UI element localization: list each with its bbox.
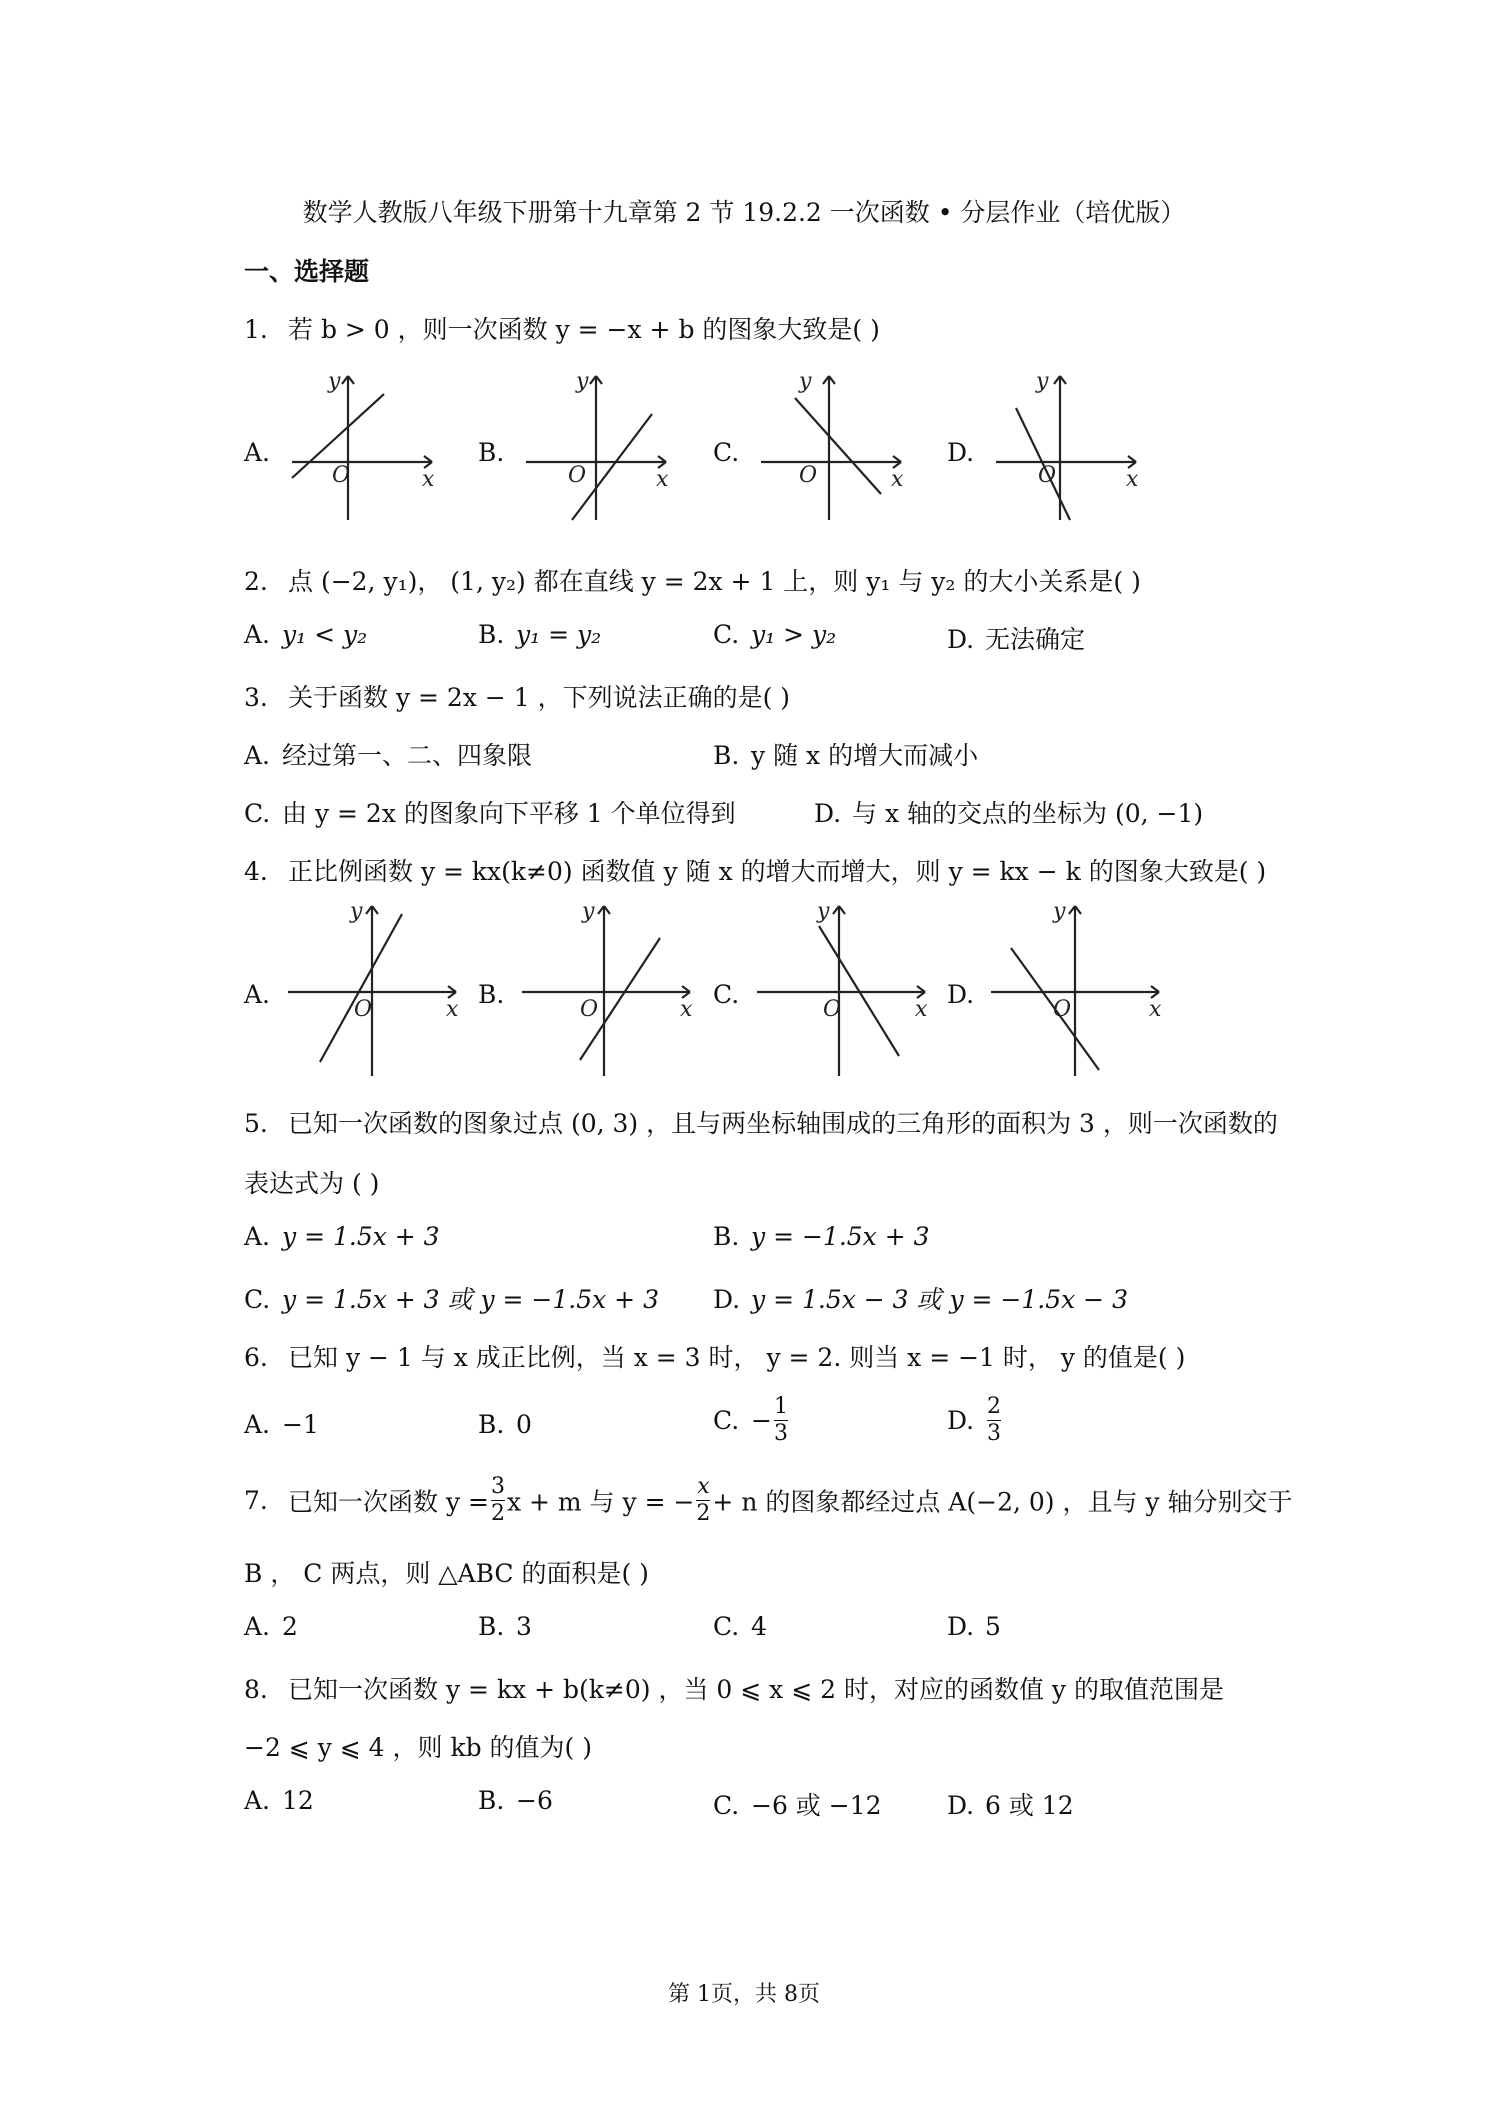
question-number: 3. <box>244 683 268 712</box>
q2-option-c <box>713 620 836 649</box>
numerator: 1 <box>773 1394 788 1419</box>
axis-y-label: y <box>799 370 812 394</box>
question-8-cont: −2 ⩽ y ⩽ 4 ，则 kb 的值为( ) <box>244 1733 593 1762</box>
q8-option-c <box>713 1786 882 1822</box>
option-label: D. <box>947 1406 975 1435</box>
option-label: D. <box>713 1285 741 1314</box>
q1-graph-c <box>751 370 911 534</box>
q3-option-b <box>713 736 978 772</box>
question-7-cont: B ， C 两点，则 △ABC 的面积是( ) <box>244 1559 649 1588</box>
option-label: B. <box>478 1410 505 1439</box>
q1-label-b: B. <box>478 438 505 467</box>
option-text: y₁ > y₂ <box>751 620 837 649</box>
page-footer: 第 1页，共 8页 <box>668 1982 820 2007</box>
option-label: A. <box>244 741 271 770</box>
origin-label: O <box>332 463 351 488</box>
question-text: 已知一次函数 y = <box>288 1487 489 1517</box>
question-text: 若 b > 0 ，则一次函数 y = −x + b 的图象大致是( ) <box>288 315 880 344</box>
axis-y-label: y <box>1053 900 1066 924</box>
question-2 <box>244 562 1141 598</box>
option-text: y₁ = y₂ <box>516 620 602 649</box>
axis-x-label: x <box>446 997 459 1022</box>
option-text: 0 <box>516 1410 532 1439</box>
question-number: 8. <box>244 1675 268 1704</box>
option-label: A. <box>244 620 271 649</box>
q1-graph-a <box>282 370 442 534</box>
question-5-cont: 表达式为 ( ) <box>244 1169 380 1198</box>
page-title: 数学人教版八年级下册第十九章第 2 节 19.2.2 一次函数 • 分层作业（培优版） <box>302 198 1186 227</box>
q4-graph-d <box>987 900 1167 1084</box>
option-text: 2 <box>282 1612 298 1641</box>
q5-option-c <box>244 1280 659 1316</box>
origin-label: O <box>354 997 373 1022</box>
option-label: C. <box>713 1406 740 1435</box>
minus-sign: − <box>751 1406 772 1435</box>
fraction <box>774 1394 788 1447</box>
q5-option-d <box>713 1280 1128 1316</box>
q7-option-b <box>478 1612 532 1641</box>
option-label: D. <box>814 799 842 828</box>
axis-x-label: x <box>1126 467 1139 492</box>
question-number: 5. <box>244 1109 268 1138</box>
option-label: A. <box>244 1612 271 1641</box>
q1-label-a: A. <box>244 438 271 467</box>
question-number: 1. <box>244 315 268 344</box>
axis-x-label: x <box>915 997 928 1022</box>
q4-graph-a <box>284 900 464 1084</box>
q3-option-c <box>244 794 736 830</box>
question-6 <box>244 1338 1185 1374</box>
axis-x-label: x <box>1149 997 1162 1022</box>
axis-y-label: y <box>576 370 589 394</box>
option-label: D. <box>947 1612 975 1641</box>
option-text: −6 或 −12 <box>751 1791 882 1820</box>
option-label: C. <box>713 1791 740 1820</box>
fraction <box>987 1394 1001 1447</box>
q6-option-d <box>947 1394 1003 1447</box>
option-label: A. <box>244 1222 271 1251</box>
q4-label-d: D. <box>947 980 975 1009</box>
q4-graph-b <box>518 900 698 1084</box>
option-label: A. <box>244 1410 271 1439</box>
question-1 <box>244 310 880 346</box>
option-text: 无法确定 <box>985 625 1086 654</box>
option-text: y = 1.5x + 3 <box>282 1222 440 1251</box>
axis-x-label: x <box>656 467 669 492</box>
axis-y-label: y <box>582 900 595 924</box>
q8-option-b <box>478 1786 553 1815</box>
q4-label-b: B. <box>478 980 505 1009</box>
denominator: 2 <box>490 1501 505 1526</box>
option-text: y₁ < y₂ <box>282 620 368 649</box>
question-4 <box>244 852 1266 888</box>
q1-graph-b <box>516 370 676 534</box>
option-text: −1 <box>282 1410 319 1439</box>
section-heading: 一、选择题 <box>244 257 370 286</box>
option-text: 与 x 轴的交点的坐标为 (0, −1) <box>852 799 1204 828</box>
option-text: −6 <box>516 1786 553 1815</box>
question-text: 已知一次函数的图象过点 (0, 3) ，且与两坐标轴围成的三角形的面积为 3 ，则一次函数的 <box>288 1109 1278 1138</box>
q4-graph-c <box>753 900 933 1084</box>
axis-x-label: x <box>422 467 435 492</box>
question-number: 2. <box>244 567 268 596</box>
q4-label-c: C. <box>713 980 740 1009</box>
q7-option-c <box>713 1612 767 1641</box>
q6-option-c <box>713 1394 790 1447</box>
option-label: B. <box>478 1786 505 1815</box>
question-8 <box>244 1670 1224 1706</box>
option-label: C. <box>713 620 740 649</box>
option-text: y = −1.5x + 3 <box>751 1222 930 1251</box>
option-label: B. <box>478 1612 505 1641</box>
axis-y-label: y <box>328 370 341 394</box>
q7-option-a <box>244 1612 298 1641</box>
q6-option-b <box>478 1410 532 1439</box>
q8-option-d <box>947 1786 1074 1822</box>
axis-y-label: y <box>817 900 830 924</box>
q4-label-a: A. <box>244 980 271 1009</box>
q6-option-a <box>244 1410 319 1439</box>
origin-label: O <box>1053 997 1072 1022</box>
axis-x-label: x <box>891 467 904 492</box>
fraction <box>491 1474 505 1527</box>
denominator: 3 <box>987 1421 1001 1446</box>
question-text: 已知一次函数 y = kx + b(k≠0) ，当 0 ⩽ x ⩽ 2 时，对应的函数值 y 的取值范围是 <box>288 1675 1224 1704</box>
q1-label-c: C. <box>713 438 740 467</box>
q7-option-d <box>947 1612 1001 1641</box>
option-text: 12 <box>282 1786 314 1815</box>
axis-y-label: y <box>350 900 363 924</box>
origin-label: O <box>1038 463 1057 488</box>
q5-option-a <box>244 1222 440 1251</box>
question-number: 7. <box>244 1486 268 1515</box>
option-label: D. <box>947 1791 975 1820</box>
question-7 <box>244 1474 1293 1527</box>
q2-option-d <box>947 620 1085 656</box>
option-label: C. <box>244 1285 271 1314</box>
option-text: y = 1.5x + 3 或 y = −1.5x + 3 <box>282 1285 659 1314</box>
option-label: B. <box>713 1222 740 1251</box>
numerator: 2 <box>987 1394 1001 1419</box>
question-text: x + m 与 y = − <box>506 1487 695 1517</box>
question-5 <box>244 1104 1278 1140</box>
question-text: 关于函数 y = 2x − 1 ，下列说法正确的是( ) <box>288 683 791 712</box>
axis-x-label: x <box>680 997 693 1022</box>
denominator: 3 <box>773 1421 788 1446</box>
question-3 <box>244 678 790 714</box>
origin-label: O <box>580 997 599 1022</box>
option-label: C. <box>713 1612 740 1641</box>
option-text: 经过第一、二、四象限 <box>282 741 533 770</box>
option-text: 6 或 12 <box>985 1791 1074 1820</box>
question-number: 4. <box>244 857 268 886</box>
origin-label: O <box>568 463 587 488</box>
option-label: B. <box>478 620 505 649</box>
q5-option-b <box>713 1222 930 1251</box>
q1-label-d: D. <box>947 438 975 467</box>
option-label: D. <box>947 625 975 654</box>
question-text: 点 (−2, y₁)， (1, y₂) 都在直线 y = 2x + 1 上，则 y₁ 与 y₂ 的大小关系是( ) <box>288 567 1141 596</box>
question-number: 6. <box>244 1343 268 1372</box>
axis-y-label: y <box>1036 370 1049 394</box>
question-text: 已知 y − 1 与 x 成正比例，当 x = 3 时， y = 2. 则当 x = −1 时， y 的值是( ) <box>288 1343 1186 1372</box>
numerator: 3 <box>490 1474 505 1499</box>
option-text: y = 1.5x − 3 或 y = −1.5x − 3 <box>751 1285 1128 1314</box>
q3-option-d <box>814 794 1203 830</box>
option-text: 4 <box>751 1612 767 1641</box>
numerator: x <box>697 1474 710 1499</box>
option-text: 由 y = 2x 的图象向下平移 1 个单位得到 <box>282 799 736 828</box>
q8-option-a <box>244 1786 314 1815</box>
fraction <box>696 1474 710 1527</box>
origin-label: O <box>823 997 842 1022</box>
option-text: 3 <box>516 1612 532 1641</box>
option-label: A. <box>244 1786 271 1815</box>
question-text: 正比例函数 y = kx(k≠0) 函数值 y 随 x 的增大而增大，则 y = kx − k 的图象大致是( ) <box>288 857 1267 886</box>
origin-label: O <box>799 463 818 488</box>
option-label: C. <box>244 799 271 828</box>
option-label: B. <box>713 741 740 770</box>
q3-option-a <box>244 736 532 772</box>
option-text: y 随 x 的增大而减小 <box>751 741 979 770</box>
q1-graph-d <box>986 370 1146 534</box>
denominator: 2 <box>696 1501 711 1526</box>
q2-option-b <box>478 620 601 649</box>
option-text: 5 <box>985 1612 1001 1641</box>
q2-option-a <box>244 620 367 649</box>
question-text: + n 的图象都经过点 A(−2, 0) ，且与 y 轴分别交于 <box>712 1487 1293 1517</box>
